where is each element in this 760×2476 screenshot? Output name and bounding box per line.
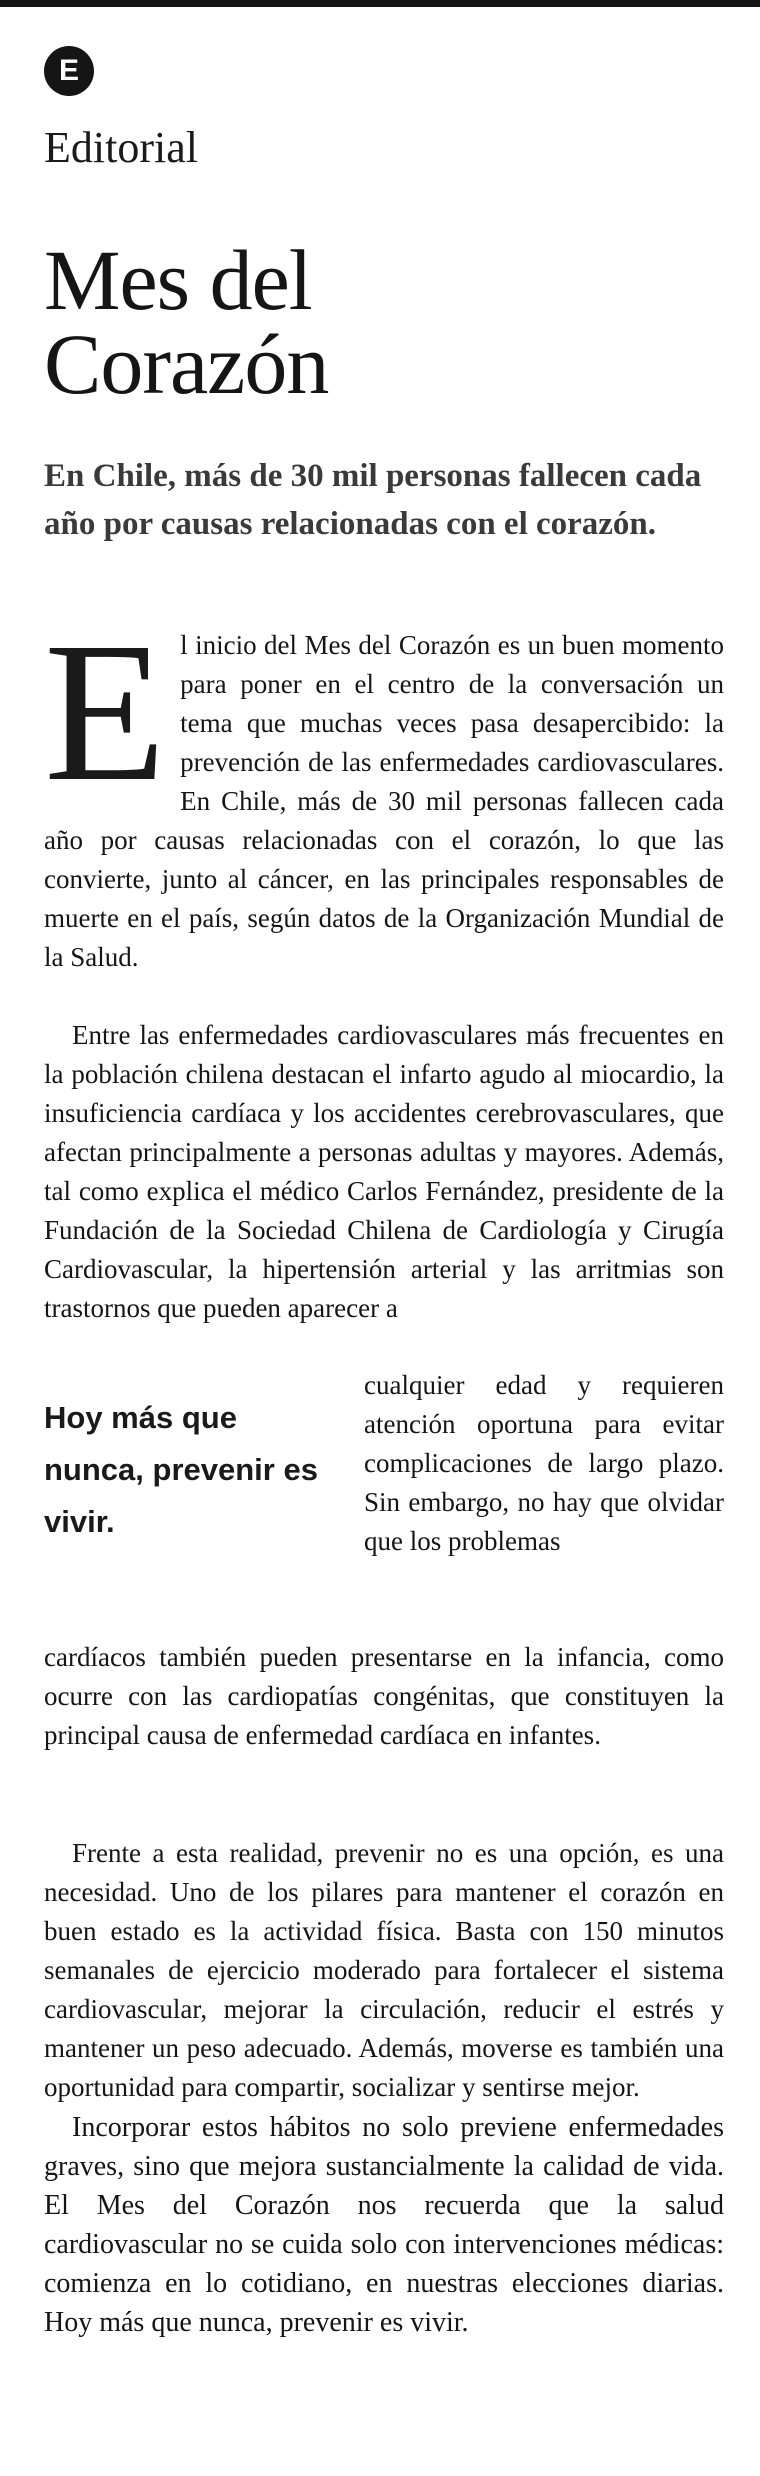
pull-quote: Hoy más que nunca, prevenir es vivir. bbox=[44, 1400, 318, 1539]
drop-cap: E bbox=[44, 602, 167, 823]
paragraph-1 bbox=[44, 602, 724, 977]
section-badge-letter: E bbox=[58, 54, 79, 87]
paragraph-2-continued: cualquier edad y requieren atención oportuna para evitar complicaciones de largo plazo. Sin embargo, no hay que olvidar que los problemas bbox=[364, 1370, 724, 1556]
headline-line-2: Corazón bbox=[44, 316, 329, 412]
headline bbox=[44, 232, 724, 412]
top-rule bbox=[0, 0, 760, 7]
paragraph-2-end: cardíacos también pueden presentarse en la infancia, como ocurre con las cardiopatías congénitas, que constituyen la principal causa de enfermedad cardíaca en infantes. bbox=[44, 1642, 724, 1750]
deck-subtitle: En Chile, más de 30 mil personas fallecen cada año por causas relacionadas con el corazón. bbox=[44, 458, 702, 542]
paragraph-4: Incorporar estos hábitos no solo previene enfermedades graves, sino que mejora sustancialmente la calidad de vida. El Mes del Corazón nos recuerda que la salud cardiovascular no se cuida solo con intervenciones médicas: comienza en lo cotidiano, en nuestras elecciones diarias. Hoy más que nunca, prevenir es vivir. bbox=[44, 2112, 724, 2338]
headline-line-1: Mes del bbox=[44, 232, 312, 328]
section-badge bbox=[44, 46, 94, 96]
paragraph-3: Frente a esta realidad, prevenir no es una opción, es una necesidad. Uno de los pilares para mantener el corazón en buen estado es la actividad física. Basta con 150 minutos semanales de ejercicio moderado para fortalecer el sistema cardiovascular, mejorar la circulación, reducir el estrés y mantener un peso adecuado. Además, moverse es también una oportunidad para compartir, socializar y sentirse mejor. bbox=[44, 1838, 724, 2102]
paragraph-2: Entre las enfermedades cardiovasculares más frecuentes en la población chilena destacan el infarto agudo al miocardio, la insuficiencia cardíaca y los accidentes cerebrovasculares, que afectan principalmente a personas adultas y mayores. Además, tal como explica el médico Carlos Fernández, presidente de la Fundación de la Sociedad Chilena de Cardiología y Cirugía Cardiovascular, la hipertensión arterial y las arritmias son trastornos que pueden aparecer a bbox=[44, 1020, 724, 1323]
paragraph-1-text: l inicio del Mes del Corazón es un buen momento para poner en el centro de la conversación un tema que muchas veces pasa desapercibido: la prevención de las enfermedades cardiovasculares. En Chile, más de 30 mil personas fallecen cada año por causas relacionadas con el corazón, lo que las convierte, junto al cáncer, en las principales responsables de muerte en el país, según datos de la Organización Mundial de la Salud. bbox=[44, 630, 724, 972]
section-label: Editorial bbox=[44, 123, 198, 172]
